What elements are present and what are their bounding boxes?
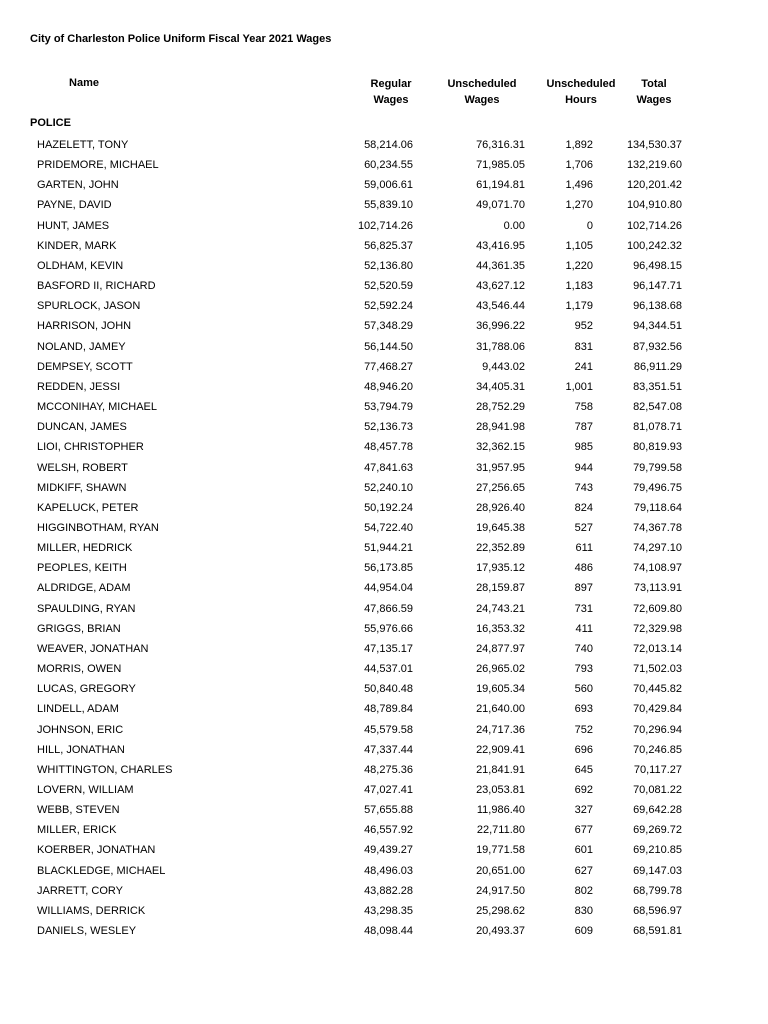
regular-wages-cell: 44,954.04 (364, 582, 413, 595)
employee-name: HILL, JONATHAN (37, 743, 125, 756)
table-row (0, 195, 768, 215)
total-wages-cell: 69,147.03 (633, 864, 682, 877)
unscheduled-wages-cell: 26,965.02 (476, 663, 525, 676)
employee-name: WEAVER, JONATHAN (37, 642, 149, 655)
unscheduled-wages-cell: 76,316.31 (476, 139, 525, 151)
unscheduled-hours-cell: 1,706 (565, 159, 593, 172)
unscheduled-hours-cell: 692 (574, 784, 593, 796)
table-row (0, 639, 768, 659)
total-wages-cell: 104,910.80 (626, 199, 682, 212)
employee-name: MIDKIFF, SHAWN (37, 481, 127, 494)
unscheduled-hours-cell: 1,183 (565, 280, 593, 293)
unscheduled-hours-cell: 743 (574, 481, 593, 494)
table-row (0, 175, 768, 195)
unscheduled-wages-cell: 49,071.70 (476, 199, 525, 212)
header-unscheduled-wages-line1: Unscheduled (447, 78, 517, 90)
employee-name: LOVERN, WILLIAM (37, 784, 134, 796)
unscheduled-wages-cell: 61,194.81 (476, 179, 525, 192)
regular-wages-cell: 57,655.88 (364, 804, 413, 817)
unscheduled-hours-cell: 802 (574, 884, 593, 897)
table-row (0, 478, 768, 498)
table-row (0, 558, 768, 578)
table-row (0, 861, 768, 881)
regular-wages-cell: 46,557.92 (364, 824, 413, 837)
unscheduled-hours-cell: 693 (574, 703, 593, 716)
employee-name: MILLER, HEDRICK (37, 542, 133, 555)
unscheduled-hours-cell: 0 (586, 219, 593, 232)
unscheduled-hours-cell: 1,179 (565, 300, 593, 313)
total-wages-cell: 70,429.84 (633, 703, 682, 716)
unscheduled-hours-cell: 944 (574, 461, 593, 474)
regular-wages-cell: 47,337.44 (364, 743, 413, 756)
regular-wages-cell: 49,439.27 (364, 844, 413, 857)
regular-wages-cell: 52,520.59 (364, 280, 413, 293)
total-wages-cell: 70,246.85 (633, 743, 682, 756)
regular-wages-cell: 52,240.10 (364, 481, 413, 494)
unscheduled-hours-cell: 831 (574, 340, 593, 353)
unscheduled-hours-cell: 1,270 (565, 199, 593, 212)
unscheduled-hours-cell: 327 (574, 804, 593, 817)
unscheduled-wages-cell: 19,645.38 (476, 521, 525, 534)
document-title: City of Charleston Police Uniform Fiscal Year 2021 Wages (30, 33, 332, 45)
wages-table-body (0, 135, 768, 941)
unscheduled-wages-cell: 24,877.97 (476, 642, 525, 655)
header-name (54, 75, 114, 91)
table-row (0, 337, 768, 357)
employee-name: GARTEN, JOHN (37, 179, 119, 192)
regular-wages-cell: 52,136.73 (364, 421, 413, 434)
unscheduled-hours-cell: 830 (574, 904, 593, 917)
regular-wages-cell: 102,714.26 (357, 219, 413, 232)
unscheduled-hours-cell: 627 (574, 864, 593, 877)
total-wages-cell: 70,117.27 (633, 763, 682, 776)
employee-name: WEBB, STEVEN (37, 804, 120, 817)
unscheduled-hours-cell: 793 (574, 663, 593, 676)
employee-name: WELSH, ROBERT (37, 461, 128, 474)
table-row (0, 377, 768, 397)
unscheduled-hours-cell: 677 (574, 824, 593, 837)
table-row (0, 236, 768, 256)
total-wages-cell: 74,297.10 (633, 542, 682, 555)
unscheduled-wages-cell: 17,935.12 (476, 562, 525, 575)
unscheduled-hours-cell: 897 (574, 582, 593, 595)
unscheduled-wages-cell: 21,640.00 (476, 703, 525, 716)
unscheduled-hours-cell: 1,220 (565, 259, 593, 272)
unscheduled-hours-cell: 740 (574, 642, 593, 655)
total-wages-cell: 69,642.28 (633, 804, 682, 817)
unscheduled-wages-cell: 43,416.95 (476, 239, 525, 252)
unscheduled-wages-cell: 20,651.00 (476, 864, 525, 877)
total-wages-cell: 69,269.72 (633, 824, 682, 837)
table-row (0, 538, 768, 558)
unscheduled-hours-cell: 731 (574, 602, 593, 615)
regular-wages-cell: 77,468.27 (364, 360, 413, 373)
table-row (0, 296, 768, 316)
table-row (0, 780, 768, 800)
total-wages-cell: 87,932.56 (633, 340, 682, 353)
unscheduled-hours-cell: 696 (574, 743, 593, 756)
total-wages-cell: 69,210.85 (633, 844, 682, 857)
unscheduled-hours-cell: 1,892 (565, 139, 593, 151)
unscheduled-wages-cell: 28,752.29 (476, 401, 525, 414)
table-row (0, 720, 768, 740)
employee-name: PEOPLES, KEITH (37, 562, 127, 575)
regular-wages-cell: 52,592.24 (364, 300, 413, 313)
unscheduled-wages-cell: 22,711.80 (476, 824, 525, 837)
unscheduled-hours-cell: 985 (574, 441, 593, 454)
unscheduled-wages-cell: 28,926.40 (476, 501, 525, 514)
total-wages-cell: 72,329.98 (633, 622, 682, 635)
total-wages-cell: 70,081.22 (633, 784, 682, 796)
total-wages-cell: 96,147.71 (633, 280, 682, 293)
regular-wages-cell: 44,537.01 (364, 663, 413, 676)
table-row (0, 397, 768, 417)
total-wages-cell: 96,498.15 (633, 259, 682, 272)
employee-name: DUNCAN, JAMES (37, 421, 127, 434)
unscheduled-hours-cell: 611 (575, 542, 593, 555)
regular-wages-cell: 51,944.21 (364, 542, 413, 555)
regular-wages-cell: 48,098.44 (364, 925, 413, 938)
regular-wages-cell: 47,027.41 (364, 784, 413, 796)
total-wages-cell: 74,108.97 (633, 562, 682, 575)
unscheduled-wages-cell: 22,352.89 (476, 542, 525, 555)
employee-name: WILLIAMS, DERRICK (37, 904, 146, 917)
section-heading: POLICE (30, 117, 71, 129)
regular-wages-cell: 47,866.59 (364, 602, 413, 615)
header-regular-wages-line1: Regular (370, 78, 412, 90)
employee-name: LINDELL, ADAM (37, 703, 119, 716)
table-row (0, 820, 768, 840)
unscheduled-hours-cell: 486 (574, 562, 593, 575)
unscheduled-wages-cell: 22,909.41 (476, 743, 525, 756)
table-row (0, 216, 768, 236)
total-wages-cell: 68,799.78 (633, 884, 682, 897)
unscheduled-wages-cell: 24,917.50 (476, 884, 525, 897)
total-wages-cell: 86,911.29 (633, 360, 682, 373)
total-wages-cell: 102,714.26 (626, 219, 682, 232)
table-row (0, 760, 768, 780)
table-row (0, 135, 768, 155)
unscheduled-wages-cell: 31,957.95 (476, 461, 525, 474)
employee-name: KAPELUCK, PETER (37, 501, 139, 514)
unscheduled-hours-cell: 527 (574, 521, 593, 534)
regular-wages-cell: 56,825.37 (364, 239, 413, 252)
regular-wages-cell: 56,173.85 (364, 562, 413, 575)
total-wages-cell: 120,201.42 (626, 179, 682, 192)
regular-wages-cell: 50,192.24 (364, 501, 413, 514)
regular-wages-cell: 48,946.20 (364, 380, 413, 393)
employee-name: REDDEN, JESSI (37, 380, 121, 393)
header-unscheduled-hours-line2: Hours (565, 94, 597, 106)
regular-wages-cell: 47,841.63 (364, 461, 413, 474)
unscheduled-wages-cell: 28,159.87 (476, 582, 525, 595)
unscheduled-wages-cell: 0.00 (503, 219, 525, 232)
employee-name: BASFORD II, RICHARD (37, 280, 156, 293)
table-row (0, 437, 768, 457)
regular-wages-cell: 48,457.78 (364, 441, 413, 454)
table-row (0, 498, 768, 518)
employee-name: GRIGGS, BRIAN (37, 622, 121, 635)
regular-wages-cell: 48,496.03 (364, 864, 413, 877)
total-wages-cell: 100,242.32 (626, 239, 682, 252)
unscheduled-wages-cell: 19,605.34 (476, 683, 525, 696)
total-wages-cell: 71,502.03 (633, 663, 682, 676)
employee-name: KOERBER, JONATHAN (37, 844, 156, 857)
employee-name: OLDHAM, KEVIN (37, 259, 124, 272)
total-wages-cell: 79,799.58 (633, 461, 682, 474)
regular-wages-cell: 45,579.58 (364, 723, 413, 736)
header-unscheduled-hours (542, 76, 620, 108)
regular-wages-cell: 43,882.28 (364, 884, 413, 897)
regular-wages-cell: 50,840.48 (364, 683, 413, 696)
table-row (0, 840, 768, 860)
total-wages-cell: 73,113.91 (633, 582, 682, 595)
total-wages-cell: 79,118.64 (633, 501, 682, 514)
unscheduled-hours-cell: 1,496 (565, 179, 593, 192)
unscheduled-hours-cell: 241 (574, 360, 593, 373)
employee-name: ALDRIDGE, ADAM (37, 582, 131, 595)
unscheduled-wages-cell: 9,443.02 (482, 360, 525, 373)
regular-wages-cell: 52,136.80 (364, 259, 413, 272)
total-wages-cell: 132,219.60 (626, 159, 682, 172)
unscheduled-hours-cell: 645 (574, 763, 593, 776)
regular-wages-cell: 60,234.55 (364, 159, 413, 172)
regular-wages-cell: 59,006.61 (364, 179, 413, 192)
employee-name: HAZELETT, TONY (37, 139, 129, 151)
regular-wages-cell: 55,839.10 (364, 199, 413, 212)
employee-name: DEMPSEY, SCOTT (37, 360, 133, 373)
unscheduled-hours-cell: 560 (574, 683, 593, 696)
header-unscheduled-hours-line1: Unscheduled (546, 78, 616, 90)
table-row (0, 740, 768, 760)
table-row (0, 276, 768, 296)
unscheduled-wages-cell: 16,353.32 (476, 622, 525, 635)
regular-wages-cell: 43,298.35 (364, 904, 413, 917)
table-row (0, 659, 768, 679)
employee-name: BLACKLEDGE, MICHAEL (37, 864, 166, 877)
total-wages-cell: 94,344.51 (633, 320, 682, 333)
header-unscheduled-wages-line2: Wages (464, 94, 500, 106)
header-total-wages (626, 76, 682, 108)
employee-name: LIOI, CHRISTOPHER (37, 441, 144, 454)
total-wages-cell: 70,296.94 (633, 723, 682, 736)
table-row (0, 578, 768, 598)
unscheduled-wages-cell: 71,985.05 (476, 159, 525, 172)
employee-name: KINDER, MARK (37, 239, 117, 252)
unscheduled-hours-cell: 952 (574, 320, 593, 333)
unscheduled-wages-cell: 23,053.81 (476, 784, 525, 796)
table-row (0, 599, 768, 619)
unscheduled-hours-cell: 758 (574, 401, 593, 414)
employee-name: MCCONIHAY, MICHAEL (37, 401, 158, 414)
employee-name: MILLER, ERICK (37, 824, 117, 837)
regular-wages-cell: 58,214.06 (364, 139, 413, 151)
header-regular-wages (360, 76, 422, 108)
table-row (0, 699, 768, 719)
header-total-wages-line1: Total (641, 78, 667, 90)
employee-name: HIGGINBOTHAM, RYAN (37, 521, 159, 534)
unscheduled-hours-cell: 1,001 (565, 380, 593, 393)
unscheduled-wages-cell: 19,771.58 (476, 844, 525, 857)
employee-name: LUCAS, GREGORY (37, 683, 136, 696)
unscheduled-wages-cell: 27,256.65 (476, 481, 525, 494)
table-row (0, 357, 768, 377)
regular-wages-cell: 57,348.29 (364, 320, 413, 333)
regular-wages-cell: 48,275.36 (364, 763, 413, 776)
employee-name: PRIDEMORE, MICHAEL (37, 159, 159, 172)
unscheduled-wages-cell: 11,986.40 (476, 804, 525, 817)
regular-wages-cell: 47,135.17 (364, 642, 413, 655)
table-row (0, 155, 768, 175)
unscheduled-wages-cell: 24,743.21 (476, 602, 525, 615)
total-wages-cell: 81,078.71 (633, 421, 682, 434)
table-row (0, 921, 768, 941)
table-row (0, 518, 768, 538)
table-row (0, 619, 768, 639)
header-unscheduled-wages (440, 76, 524, 108)
employee-name: HARRISON, JOHN (37, 320, 132, 333)
table-row (0, 316, 768, 336)
total-wages-cell: 79,496.75 (633, 481, 682, 494)
table-row (0, 679, 768, 699)
table-row (0, 256, 768, 276)
employee-name: SPAULDING, RYAN (37, 602, 136, 615)
regular-wages-cell: 55,976.66 (364, 622, 413, 635)
employee-name: HUNT, JAMES (37, 219, 110, 232)
employee-name: JARRETT, CORY (37, 884, 123, 897)
unscheduled-wages-cell: 34,405.31 (476, 380, 525, 393)
table-row (0, 458, 768, 478)
regular-wages-cell: 53,794.79 (364, 401, 413, 414)
table-row (0, 417, 768, 437)
header-total-wages-line2: Wages (636, 94, 672, 106)
unscheduled-wages-cell: 36,996.22 (476, 320, 525, 333)
total-wages-cell: 68,596.97 (633, 904, 682, 917)
total-wages-cell: 96,138.68 (633, 300, 682, 313)
total-wages-cell: 68,591.81 (633, 925, 682, 938)
employee-name: SPURLOCK, JASON (37, 300, 141, 313)
employee-name: JOHNSON, ERIC (37, 723, 124, 736)
total-wages-cell: 82,547.08 (633, 401, 682, 414)
employee-name: PAYNE, DAVID (37, 199, 112, 212)
unscheduled-hours-cell: 787 (574, 421, 593, 434)
header-name-label: Name (69, 77, 99, 89)
unscheduled-hours-cell: 824 (574, 501, 593, 514)
employee-name: MORRIS, OWEN (37, 663, 122, 676)
unscheduled-hours-cell: 752 (574, 723, 593, 736)
unscheduled-hours-cell: 1,105 (565, 239, 593, 252)
table-row (0, 881, 768, 901)
table-row (0, 901, 768, 921)
unscheduled-wages-cell: 21,841.91 (476, 763, 525, 776)
table-row (0, 800, 768, 820)
employee-name: WHITTINGTON, CHARLES (37, 763, 173, 776)
total-wages-cell: 80,819.93 (633, 441, 682, 454)
regular-wages-cell: 48,789.84 (364, 703, 413, 716)
total-wages-cell: 74,367.78 (633, 521, 682, 534)
unscheduled-wages-cell: 43,546.44 (476, 300, 525, 313)
regular-wages-cell: 56,144.50 (364, 340, 413, 353)
regular-wages-cell: 54,722.40 (364, 521, 413, 534)
unscheduled-wages-cell: 24,717.36 (476, 723, 525, 736)
unscheduled-wages-cell: 31,788.06 (476, 340, 525, 353)
employee-name: NOLAND, JAMEY (37, 340, 126, 353)
unscheduled-wages-cell: 28,941.98 (476, 421, 525, 434)
unscheduled-wages-cell: 44,361.35 (476, 259, 525, 272)
employee-name: DANIELS, WESLEY (37, 925, 137, 938)
unscheduled-wages-cell: 25,298.62 (476, 904, 525, 917)
total-wages-cell: 72,013.14 (633, 642, 682, 655)
unscheduled-hours-cell: 601 (574, 844, 593, 857)
unscheduled-wages-cell: 20,493.37 (476, 925, 525, 938)
unscheduled-wages-cell: 32,362.15 (476, 441, 525, 454)
header-regular-wages-line2: Wages (373, 94, 409, 106)
total-wages-cell: 83,351.51 (633, 380, 682, 393)
total-wages-cell: 72,609.80 (633, 602, 682, 615)
unscheduled-hours-cell: 411 (575, 622, 593, 635)
total-wages-cell: 134,530.37 (626, 139, 682, 151)
unscheduled-wages-cell: 43,627.12 (476, 280, 525, 293)
unscheduled-hours-cell: 609 (574, 925, 593, 938)
total-wages-cell: 70,445.82 (633, 683, 682, 696)
